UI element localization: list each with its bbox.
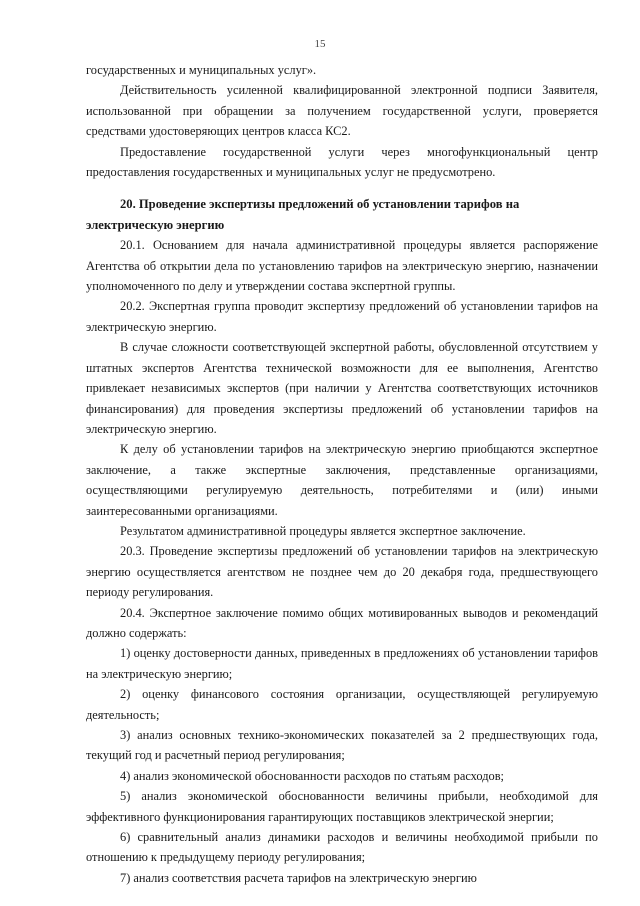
list-item: 2) оценку финансового состояния организации, осуществляющей регулируемую деятельность; [86, 687, 598, 722]
section-heading: 20. Проведение экспертизы предложений об установлении тарифов на электрическую энергию [86, 197, 520, 232]
paragraph: 20.4. Экспертное заключение помимо общих мотивированных выводов и рекомендаций должно содержать: [86, 605, 598, 640]
paragraph: государственных и муниципальных услуг». [86, 63, 317, 77]
paragraph: 20.3. Проведение экспертизы предложений об установлении тарифов на электрическую энергию осуществляется агентством не позднее чем до 20 декабря года, предшествующего периоду регулирования. [86, 544, 598, 600]
paragraph: В случае сложности соответствующей экспертной работы, обусловленной отсутствием у штатных экспертов Агентства технической возможности для ее выполнения, Агентство привлекает независимых экспертов (при наличии у Агентства соответствующих источников финансирования) для проведения экспертизы предложений об установлении тарифов на электрическую энергию. [86, 340, 598, 436]
list-item: 4) анализ экономической обоснованности расходов по статьям расходов; [120, 768, 505, 783]
list-item: 1) оценку достоверности данных, приведенных в предложениях об установлении тарифов на электрическую энергию; [86, 646, 598, 681]
paragraph: 20.1. Основанием для начала административной процедуры является распоряжение Агентства об открытии дела по установлению тарифов на электрическую энергию, назначении уполномоченного по делу и утверждении состава экспертной группы. [86, 238, 598, 294]
list-item: 3) анализ основных технико-экономических показателей за 2 предшествующих года, текущий год и расчетный период регулирования; [86, 728, 598, 763]
paragraph: 20.2. Экспертная группа проводит экспертизу предложений об установлении тарифов на электрическую энергию. [86, 299, 598, 334]
page-number: 15 [314, 38, 326, 50]
list-item: 6) сравнительный анализ динамики расходов и величины необходимой прибыли по отношению к предыдущему периоду регулирования; [86, 830, 598, 865]
list-item: 7) анализ соответствия расчета тарифов на электрическую энергию [120, 870, 477, 885]
paragraph: Результатом административной процедуры является экспертное заключение. [120, 523, 526, 538]
list-item: 5) анализ экономической обоснованности величины прибыли, необходимой для эффективного функционирования гарантирующих поставщиков электрической энергии; [86, 789, 598, 824]
paragraph: Действительность усиленной квалифицированной электронной подписи Заявителя, использованной при обращении за получением государственной услуги, проверяется средствами удостоверяющих центров класса КС2. [86, 83, 598, 139]
paragraph: Предоставление государственной услуги через многофункциональный центр предоставления государственных и муниципальных услуг не предусмотрено. [86, 144, 598, 180]
paragraph: К делу об установлении тарифов на электрическую энергию приобщаются экспертное заключение, а также экспертные заключения, представленные организациями, осуществляющими регулируемую деятельность, потребителями и (или) иными заинтересованными организациями. [86, 442, 598, 518]
document-body [86, 60, 598, 888]
